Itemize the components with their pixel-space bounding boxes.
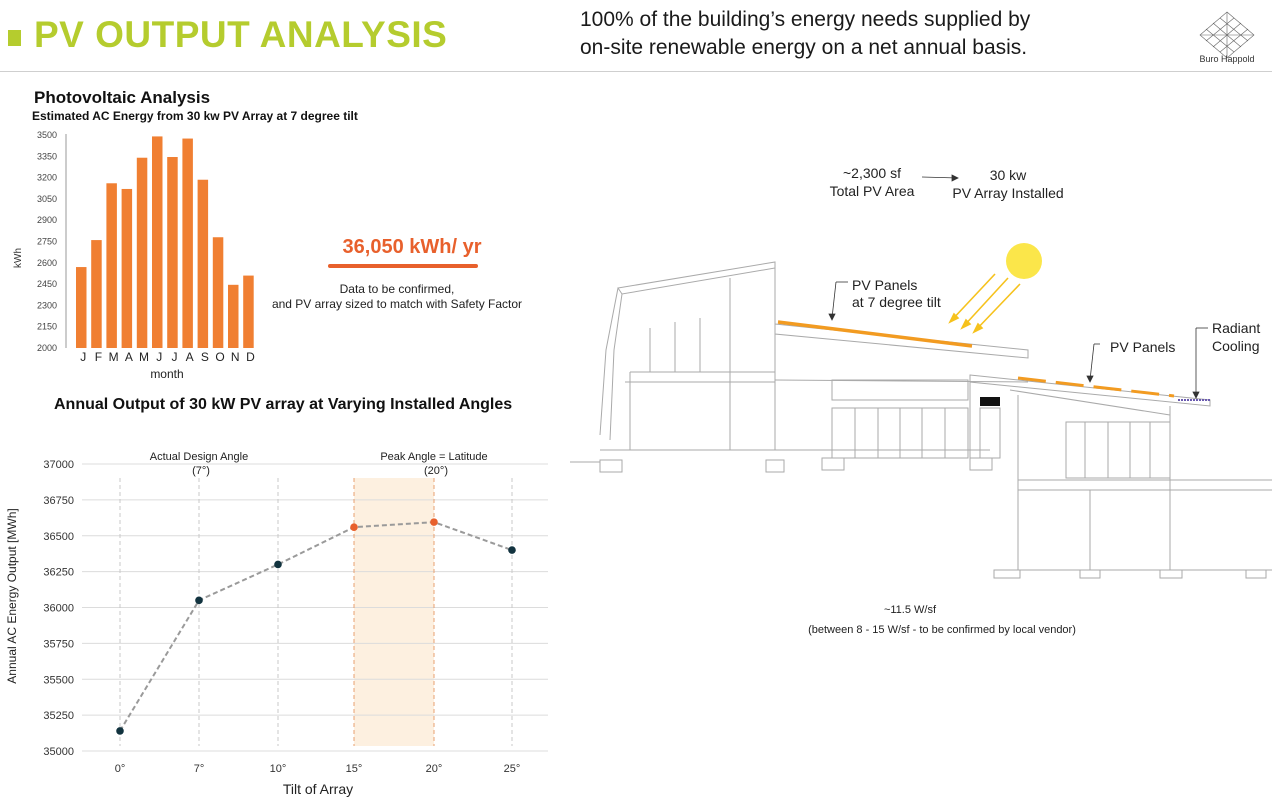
bar-xtick-label: N <box>230 350 240 364</box>
bar-xtick-label: O <box>215 350 225 364</box>
sun-icon <box>1006 243 1042 279</box>
radiant-cooling-label-1: Radiant <box>1212 320 1261 336</box>
bar-chart-title: Estimated AC Energy from 30 kw PV Array at 7 degree tilt <box>32 109 358 123</box>
line-point <box>195 597 203 605</box>
main-roof <box>775 324 1028 358</box>
left-roof <box>618 262 775 294</box>
building-section-diagram <box>570 150 1272 590</box>
line-chart-ylabel: Annual AC Energy Output [MWh] <box>5 508 19 684</box>
monthly-energy-bar-chart <box>0 126 270 386</box>
bar-chart-ylabel: kWh <box>13 248 24 268</box>
bar-chart-xlabel: month <box>150 367 184 381</box>
bar <box>213 237 224 348</box>
array-size-label: PV Array Installed <box>952 185 1064 201</box>
line-point <box>350 523 358 531</box>
data-note-line-2: and PV array sized to match with Safety Factor <box>271 297 523 311</box>
door-panel <box>980 397 1000 406</box>
bar-ytick-label: 3200 <box>36 172 57 183</box>
data-note-line-1: Data to be confirmed, <box>339 282 455 296</box>
power-density-value: ~11.5 W/sf <box>883 604 937 616</box>
line-ytick-label: 36250 <box>43 566 74 579</box>
tagline <box>580 6 1140 62</box>
bar <box>228 285 239 348</box>
header-divider <box>0 71 1272 72</box>
power-density-note: (between 8 - 15 W/sf - to be confirmed by local vendor) <box>808 624 1076 636</box>
bar-xtick-label: J <box>156 350 163 364</box>
line-xtick-label: 7° <box>193 763 205 775</box>
pv-analysis-title: Photovoltaic Analysis <box>34 88 211 107</box>
pv-area-value: ~2,300 sf <box>843 165 901 181</box>
line-point <box>508 546 516 554</box>
bar-xtick-label: J <box>171 350 178 364</box>
line-annotation-angle: (20°) <box>424 465 448 477</box>
line-annotation-angle: (7°) <box>192 465 210 477</box>
radiant-cooling-label-2: Cooling <box>1212 338 1260 354</box>
bar-ytick-label: 2150 <box>36 321 57 332</box>
bar <box>106 183 117 348</box>
bar-xtick-label: M <box>108 350 119 364</box>
bar-ytick-label: 2000 <box>36 343 57 353</box>
line-ytick-label: 35500 <box>43 674 74 687</box>
line-ytick-label: 36000 <box>43 602 74 615</box>
bar-xtick-label: A <box>124 350 133 364</box>
line-ytick-label: 36750 <box>43 494 74 507</box>
line-chart-title: Annual Output of 30 kW PV array at Varying Installed Angles <box>54 396 513 413</box>
line-point <box>430 518 438 526</box>
page-title: PV OUTPUT ANALYSIS <box>34 14 448 55</box>
pv-panels-label-2: PV Panels <box>1110 339 1176 355</box>
logo-text: Buro Happold <box>1199 54 1255 64</box>
annual-energy-underline <box>328 264 478 268</box>
line-ytick-label: 35000 <box>43 746 74 758</box>
bar <box>137 158 148 348</box>
tagline-line-1: 100% of the building’s energy needs supplied by <box>580 8 1031 31</box>
pv-panels-tilt-label: at 7 degree tilt <box>852 294 941 310</box>
bar-xtick-label: A <box>185 350 194 364</box>
bar-xtick-label: S <box>200 350 209 364</box>
pv-area-label: Total PV Area <box>829 183 915 199</box>
line-xtick-label: 25° <box>503 763 521 775</box>
line-xtick-label: 20° <box>425 763 443 775</box>
output-series-line <box>120 522 512 731</box>
line-ytick-label: 36500 <box>43 530 74 543</box>
bar-xtick-label: J <box>80 350 87 364</box>
bar-ytick-label: 2900 <box>36 215 57 226</box>
bar-xtick-label: D <box>246 350 255 364</box>
line-chart-xlabel: Tilt of Array <box>282 781 354 797</box>
bar-ytick-label: 3350 <box>36 151 57 162</box>
line-annotation-title: Actual Design Angle <box>149 451 249 463</box>
line-point <box>274 561 282 569</box>
line-ytick-label: 35250 <box>43 710 74 723</box>
line-xtick-label: 0° <box>114 763 126 775</box>
bar <box>152 136 163 348</box>
bar <box>76 267 87 348</box>
line-point <box>116 727 124 735</box>
line-xtick-label: 15° <box>345 763 363 775</box>
line-ytick-label: 37000 <box>43 459 74 471</box>
bar-ytick-label: 2450 <box>36 279 57 290</box>
bar <box>122 189 133 348</box>
bar <box>91 240 102 348</box>
bar-ytick-label: 3500 <box>36 130 57 140</box>
annual-energy-value: 36,050 kWh/ yr <box>342 236 482 258</box>
pv-panel-strip-main <box>778 322 972 346</box>
peak-range-band <box>354 478 434 746</box>
bar <box>243 276 254 348</box>
bar-ytick-label: 2750 <box>36 236 57 247</box>
bar-ytick-label: 2300 <box>36 300 57 311</box>
tagline-line-2: on-site renewable energy on a net annual basis. <box>580 36 1028 59</box>
line-annotation-title: Peak Angle = Latitude <box>380 451 488 463</box>
title-bullet <box>8 30 21 46</box>
bar <box>182 139 193 348</box>
bar-ytick-label: 2600 <box>36 257 57 268</box>
pv-panels-label: PV Panels <box>852 277 918 293</box>
line-xtick-label: 10° <box>269 763 287 775</box>
bar-xtick-label: M <box>139 350 150 364</box>
bar-xtick-label: F <box>94 350 103 364</box>
tilt-output-line-chart <box>0 440 560 802</box>
array-size-value: 30 kw <box>989 167 1027 183</box>
bar <box>198 180 209 348</box>
bar-ytick-label: 3050 <box>36 193 57 204</box>
pv-panel-strip-right <box>1018 378 1174 396</box>
bar <box>167 157 178 348</box>
line-ytick-label: 35750 <box>43 638 74 651</box>
